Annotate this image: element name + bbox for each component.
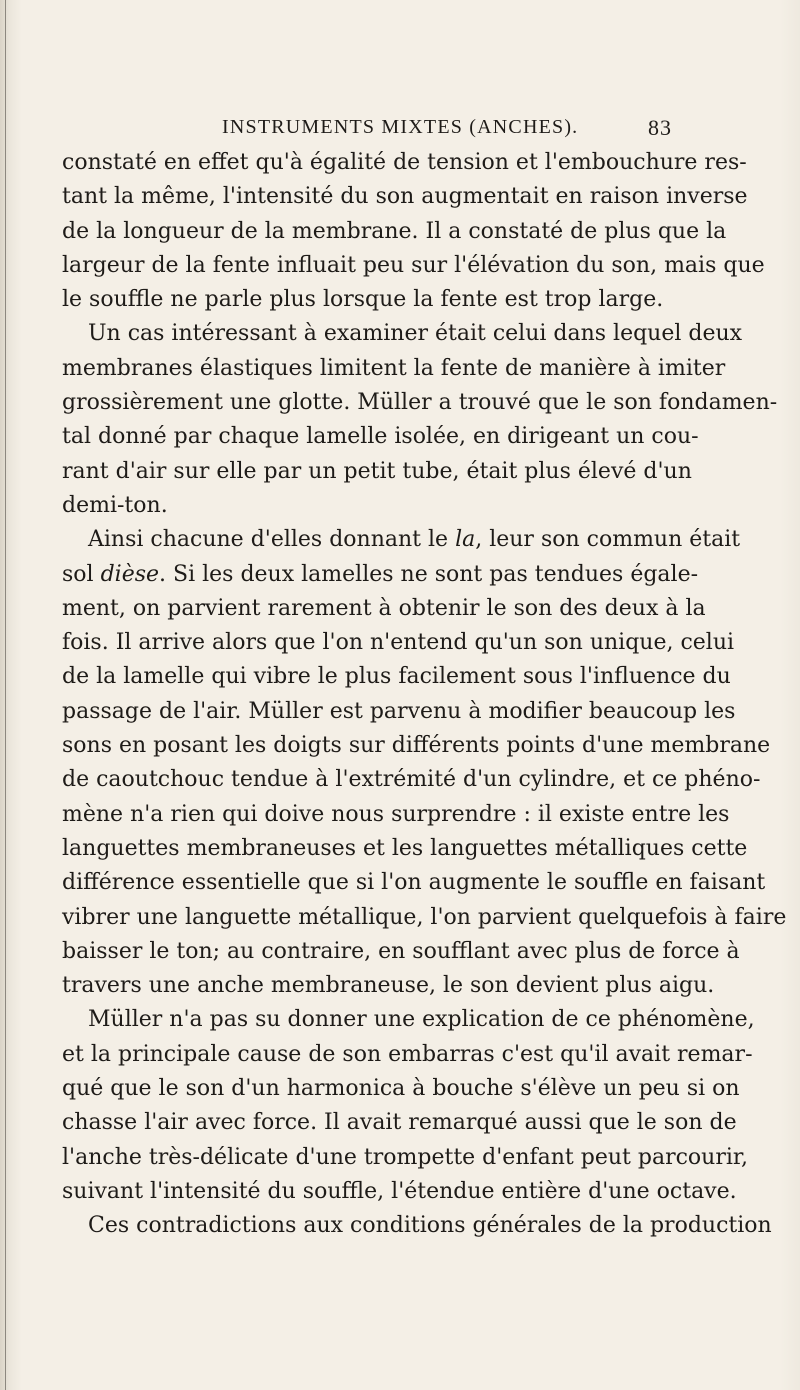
text-line: largeur de la fente influait peu sur l'élévation du son, mais que xyxy=(62,252,765,278)
text-line: vibrer une languette métallique, l'on parvient quelquefois à faire xyxy=(62,904,787,930)
text-line: de la longueur de la membrane. Il a constaté de plus que la xyxy=(62,218,727,244)
text-line: fois. Il arrive alors que l'on n'entend qu'un son unique, celui xyxy=(62,630,735,656)
text-line: ment, on parvient rarement à obtenir le son des deux à la xyxy=(62,595,706,621)
text-line: tal donné par chaque lamelle isolée, en dirigeant un cou- xyxy=(62,424,699,450)
text-line: mène n'a rien qui doive nous surprendre : il existe entre les xyxy=(62,801,730,827)
text-segment: , leur son commun était xyxy=(475,527,741,553)
text-line: Un cas intéressant à examiner était celui dans lequel deux xyxy=(88,321,743,347)
text-line: membranes élastiques limitent la fente de manière à imiter xyxy=(62,355,726,381)
text-line: Ces contradictions aux conditions générales de la production xyxy=(88,1213,772,1239)
text-line: et la principale cause de son embarras c'est qu'il avait remar- xyxy=(62,1041,753,1067)
text-segment: sol xyxy=(62,561,101,587)
text-line: constaté en effet qu'à égalité de tension et l'embouchure res- xyxy=(62,150,747,175)
text-line: travers une anche membraneuse, le son devient plus aigu. xyxy=(62,973,715,999)
text-line: l'anche très-délicate d'une trompette d'enfant peut parcourir, xyxy=(62,1144,748,1170)
page-number: 83 xyxy=(648,115,672,140)
text-line-with-italic xyxy=(62,523,741,557)
text-line: qué que le son d'un harmonica à bouche s'élève un peu si on xyxy=(62,1076,740,1102)
text-line: languettes membraneuses et les languettes métalliques cette xyxy=(62,835,748,861)
text-line: de la lamelle qui vibre le plus facilement sous l'influence du xyxy=(62,664,731,690)
running-title: INSTRUMENTS MIXTES (ANCHES). xyxy=(222,116,579,138)
text-line: rant d'air sur elle par un petit tube, était plus élevé d'un xyxy=(62,458,692,484)
text-line: chasse l'air avec force. Il avait remarqué aussi que le son de xyxy=(62,1110,737,1136)
text-line: grossièrement une glotte. Müller a trouvé que le son fondamen- xyxy=(62,390,778,416)
text-line: Müller n'a pas su donner une explication de ce phénomène, xyxy=(88,1007,755,1033)
text-line: différence essentielle que si l'on augmente le souffle en faisant xyxy=(62,870,766,896)
page-edge xyxy=(5,0,6,1390)
text-line-with-italic xyxy=(62,558,699,592)
text-segment: . Si les deux lamelles ne sont pas tendues égale- xyxy=(159,561,699,587)
text-line: passage de l'air. Müller est parvenu à modifier beaucoup les xyxy=(62,698,736,724)
text-line: de caoutchouc tendue à l'extrémité d'un cylindre, et ce phéno- xyxy=(62,767,761,793)
text-line: tant la même, l'intensité du son augmentait en raison inverse xyxy=(62,184,748,210)
body-text xyxy=(62,146,787,1244)
italic-term: dièse xyxy=(100,561,160,587)
text-line: baisser le ton; au contraire, en soufflant avec plus de force à xyxy=(62,938,740,964)
italic-term: la xyxy=(455,527,476,553)
text-segment: Ainsi chacune d'elles donnant le xyxy=(88,527,456,553)
text-line: suivant l'intensité du souffle, l'étendue entière d'une octave. xyxy=(62,1178,737,1204)
page-header xyxy=(0,116,800,150)
text-line: le souffle ne parle plus lorsque la fente est trop large. xyxy=(62,287,664,313)
text-line: demi-ton. xyxy=(62,492,168,518)
text-line: sons en posant les doigts sur différents points d'une membrane xyxy=(62,733,771,759)
